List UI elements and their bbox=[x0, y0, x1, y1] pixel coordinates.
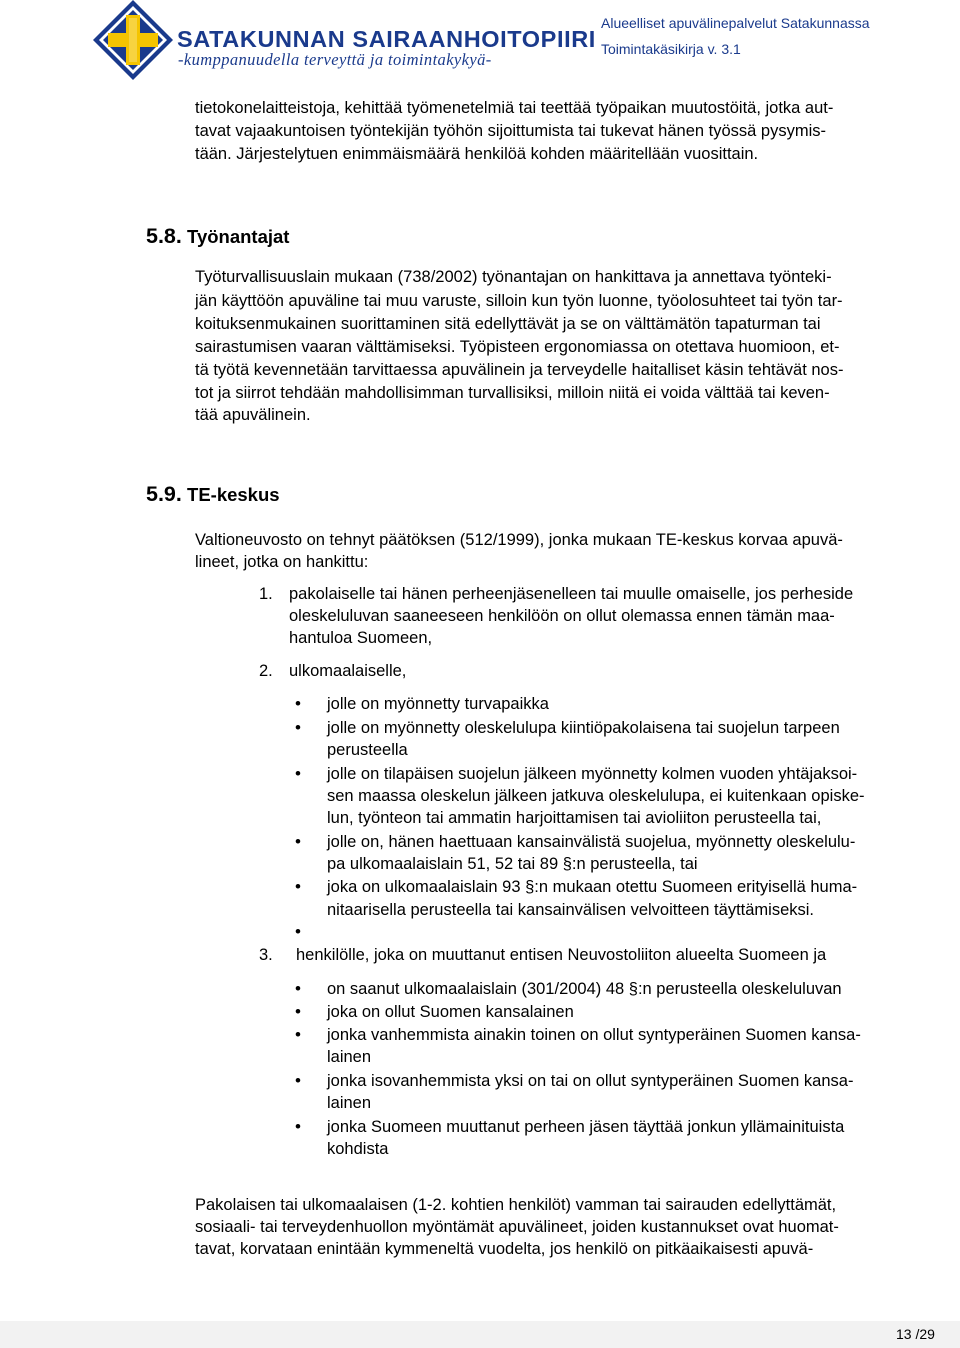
paragraph-line: tä työtä kevennetään tarvittaessa apuvälinein ja terveydelle haitalliset käsin tehtävät nos- bbox=[195, 361, 844, 379]
intro-line: tään. Järjestelytuen enimmäismäärä henkilöä kohden määritellään vuosittain. bbox=[195, 145, 759, 163]
list-item-line: oleskeluluvan saaneeseen henkilöön on ollut olemassa ennen tämän maa- bbox=[289, 607, 835, 625]
section-heading-5-9 bbox=[146, 482, 280, 507]
bullet-dot-icon: • bbox=[295, 1002, 301, 1021]
list-marker: 2. bbox=[259, 662, 273, 680]
organization-slogan: -kumppanuudella terveyttä ja toimintakykyä- bbox=[178, 50, 492, 69]
organization-name: SATAKUNNAN SAIRAANHOITOPIIRI bbox=[177, 26, 596, 52]
bullet-line: lainen bbox=[327, 1048, 372, 1066]
bullet-dot-icon: • bbox=[295, 1025, 301, 1044]
bullet-line: jolle on, hänen haettuaan kansainvälistä suojelua, myönnetty oleskelulu- bbox=[327, 833, 856, 851]
bullet-dot-icon: • bbox=[295, 979, 301, 998]
bullet-line: jolle on myönnetty turvapaikka bbox=[327, 695, 549, 713]
intro-line: tavat vajaakuntoisen työntekijän työhön sijoittumista tai tukevat hänen työssä pysymis- bbox=[195, 122, 826, 140]
paragraph-line: tot ja siirrot tehdään mahdollisimman turvallisiksi, milloin niitä ei voida välttää tai keven- bbox=[195, 384, 830, 402]
section-number: 5.9. bbox=[146, 482, 182, 506]
intro-line: tietokonelaitteistoja, kehittää työmenetelmiä tai teettää työpaikan muutostöitä, jotka aut- bbox=[195, 99, 834, 117]
bullet-dot-icon: • bbox=[295, 694, 301, 713]
bullet-dot-icon: • bbox=[295, 764, 301, 783]
bullet-line: on saanut ulkomaalaislain (301/2004) 48 §:n perusteella oleskeluluvan bbox=[327, 980, 842, 998]
section-number: 5.8. bbox=[146, 224, 182, 248]
list-item-line: hantuloa Suomeen, bbox=[289, 629, 433, 647]
bullet-line: joka on ulkomaalaislain 93 §:n mukaan otettu Suomeen erityisellä huma- bbox=[327, 878, 858, 896]
bullet-line: lun, työnteon tai ammatin harjoittamisen tai avioliiton perusteella tai, bbox=[327, 809, 822, 827]
section-heading-5-8 bbox=[146, 224, 289, 249]
bullet-dot-icon: • bbox=[295, 718, 301, 737]
page-number: 13 /29 bbox=[896, 1326, 935, 1342]
section-title: TE-keskus bbox=[187, 484, 280, 505]
section-title: Työnantajat bbox=[187, 226, 290, 247]
paragraph-line: Työturvallisuuslain mukaan (738/2002) työnantajan on hankittava ja annettava työnteki- bbox=[195, 268, 832, 286]
bullet-line: kohdista bbox=[327, 1140, 389, 1158]
bullet-line: sen maassa oleskelun jälkeen jatkuva oleskelulupa, ei kuitenkaan opiske- bbox=[327, 787, 865, 805]
bullet-dot-icon: • bbox=[295, 832, 301, 851]
paragraph-line: sairastumisen vaaran välttämiseksi. Työpisteen ergonomiassa on otettava huomioon, et- bbox=[195, 338, 840, 356]
list-item-line: ulkomaalaiselle, bbox=[289, 662, 407, 680]
paragraph-line: sosiaali- tai terveydenhuollon myöntämät apuvälineet, joiden kustannukset ovat huomat- bbox=[195, 1218, 839, 1236]
bullet-line: joka on ollut Suomen kansalainen bbox=[327, 1003, 574, 1021]
list-marker: 3. bbox=[259, 946, 273, 964]
list-item-line: henkilölle, joka on muuttanut entisen Neuvostoliiton alueelta Suomeen ja bbox=[296, 946, 827, 964]
document-version: Toimintakäsikirja v. 3.1 bbox=[601, 41, 741, 57]
bullet-line: jolle on myönnetty oleskelulupa kiintiöpakolaisena tai suojelun tarpeen bbox=[327, 719, 840, 737]
bullet-line: lainen bbox=[327, 1094, 372, 1112]
document-title: Alueelliset apuvälinepalvelut Satakunnassa bbox=[601, 15, 870, 31]
hospital-district-emblem-icon bbox=[93, 0, 173, 80]
list-marker: 1. bbox=[259, 585, 273, 603]
paragraph-line: jän käyttöön apuväline tai muu varuste, silloin kun työn luonne, työolosuhteet tai työn tar- bbox=[195, 292, 843, 310]
bullet-line: jolle on tilapäisen suojelun jälkeen myönnetty kolmen vuoden yhtäjaksoi- bbox=[327, 765, 858, 783]
bullet-dot-icon: • bbox=[295, 877, 301, 896]
bullet-line: jonka Suomeen muuttanut perheen jäsen täyttää jonkun yllämainituista bbox=[327, 1118, 845, 1136]
list-item-line: pakolaiselle tai hänen perheenjäsenelleen tai muulle omaiselle, jos perheside bbox=[289, 585, 854, 603]
paragraph-line: Pakolaisen tai ulkomaalaisen (1-2. kohtien henkilöt) vamman tai sairauden edellyttämät, bbox=[195, 1196, 837, 1214]
paragraph-line: tavat, korvataan enintään kymmeneltä vuodelta, jos henkilö on pitkäaikaisesti apuvä- bbox=[195, 1240, 814, 1258]
footer-band bbox=[0, 1321, 960, 1348]
bullet-line: jonka vanhemmista ainakin toinen on ollut syntyperäinen Suomen kansa- bbox=[327, 1026, 861, 1044]
bullet-line: pa ulkomaalaislain 51, 52 tai 89 §:n perusteella, tai bbox=[327, 855, 698, 873]
bullet-dot-icon: • bbox=[295, 1117, 301, 1136]
bullet-dot-icon: • bbox=[295, 1071, 301, 1090]
bullet-line: nitaarisella perusteella tai kansainvälisen velvoitteen täyttämiseksi. bbox=[327, 901, 814, 919]
bullet-dot-icon: • bbox=[295, 922, 301, 941]
paragraph-line: tää apuvälinein. bbox=[195, 406, 311, 424]
paragraph-line: lineet, jotka on hankittu: bbox=[195, 553, 369, 571]
bullet-line: jonka isovanhemmista yksi on tai on ollut syntyperäinen Suomen kansa- bbox=[327, 1072, 854, 1090]
paragraph-line: koituksenmukainen suorittaminen sitä edellyttävät ja se on välttämätön tapaturman tai bbox=[195, 315, 821, 333]
bullet-line: perusteella bbox=[327, 741, 408, 759]
paragraph-line: Valtioneuvosto on tehnyt päätöksen (512/1999), jonka mukaan TE-keskus korvaa apuvä- bbox=[195, 531, 843, 549]
